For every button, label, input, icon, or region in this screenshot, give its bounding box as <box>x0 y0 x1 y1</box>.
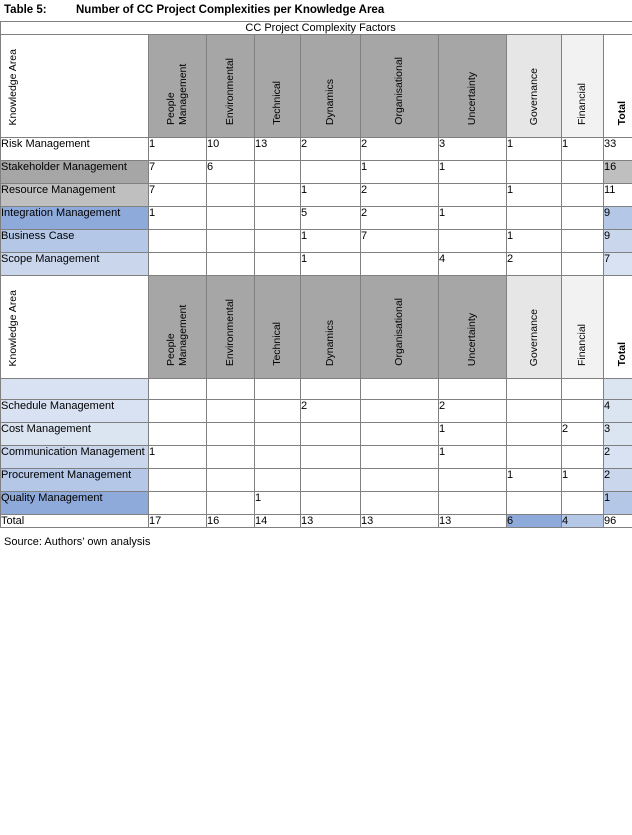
table-caption-text: Number of CC Project Complexities per Knowledge Area <box>76 4 385 16</box>
row-total: 1 <box>604 492 632 515</box>
row-cell: 1 <box>149 446 207 469</box>
row-label <box>1 379 149 400</box>
total-cell: 16 <box>207 515 255 528</box>
total-cell: 14 <box>255 515 301 528</box>
row-cell <box>207 423 255 446</box>
header-organisational: Organisational <box>361 35 439 138</box>
row-cell <box>562 230 604 253</box>
row-cell <box>207 379 255 400</box>
row-cell: 1 <box>507 138 562 161</box>
header-knowledge-area: Knowledge Area <box>1 276 149 379</box>
row-cell <box>255 423 301 446</box>
row-cell <box>255 379 301 400</box>
row-label: Schedule Management <box>1 400 149 423</box>
header-dynamics: Dynamics <box>301 276 361 379</box>
row-cell <box>562 446 604 469</box>
row-cell <box>149 492 207 515</box>
table-title-row <box>1 22 632 35</box>
row-cell: 1 <box>149 138 207 161</box>
row-cell <box>361 492 439 515</box>
row-cell: 1 <box>439 423 507 446</box>
header-governance: Governance <box>507 35 562 138</box>
row-total: 7 <box>604 253 632 276</box>
table-row <box>1 379 632 400</box>
table-caption-number: Table 5: <box>4 4 47 16</box>
row-total: 3 <box>604 423 632 446</box>
table-row <box>1 253 632 276</box>
row-label: Procurement Management <box>1 469 149 492</box>
total-cell: 6 <box>507 515 562 528</box>
row-cell <box>562 379 604 400</box>
row-cell <box>361 446 439 469</box>
row-cell <box>301 423 361 446</box>
row-total: 9 <box>604 230 632 253</box>
total-cell: 4 <box>562 515 604 528</box>
row-cell: 1 <box>301 230 361 253</box>
row-cell <box>507 423 562 446</box>
row-cell <box>255 230 301 253</box>
row-cell <box>255 446 301 469</box>
row-cell: 7 <box>361 230 439 253</box>
header-label: Knowledge Area <box>7 48 19 125</box>
row-cell <box>361 379 439 400</box>
row-label: Resource Management <box>1 184 149 207</box>
row-cell <box>207 400 255 423</box>
row-cell <box>207 492 255 515</box>
row-cell: 13 <box>255 138 301 161</box>
row-cell: 2 <box>361 138 439 161</box>
row-cell: 5 <box>301 207 361 230</box>
row-cell <box>255 161 301 184</box>
header-financial: Financial <box>562 35 604 138</box>
table-row <box>1 469 632 492</box>
row-total: 9 <box>604 207 632 230</box>
header-uncertainty: Uncertainty <box>439 35 507 138</box>
row-cell: 2 <box>562 423 604 446</box>
row-cell <box>507 492 562 515</box>
row-cell <box>361 423 439 446</box>
row-cell <box>562 253 604 276</box>
row-cell <box>149 230 207 253</box>
total-row-label: Total <box>1 515 149 528</box>
row-cell <box>149 423 207 446</box>
row-total: 2 <box>604 469 632 492</box>
table-row <box>1 446 632 469</box>
row-cell <box>439 184 507 207</box>
row-cell <box>439 469 507 492</box>
row-cell: 1 <box>301 253 361 276</box>
table-caption <box>0 0 632 21</box>
row-cell <box>255 469 301 492</box>
row-cell <box>255 207 301 230</box>
header-row-top <box>1 35 632 138</box>
row-cell <box>361 400 439 423</box>
row-cell <box>507 446 562 469</box>
row-label: Business Case <box>1 230 149 253</box>
row-cell: 2 <box>361 184 439 207</box>
row-cell: 7 <box>149 161 207 184</box>
row-cell <box>507 161 562 184</box>
row-cell: 1 <box>507 184 562 207</box>
table-row <box>1 400 632 423</box>
table-row <box>1 492 632 515</box>
row-cell <box>507 207 562 230</box>
header-dynamics: Dynamics <box>301 35 361 138</box>
row-cell: 1 <box>149 207 207 230</box>
row-cell <box>207 253 255 276</box>
table-total-row <box>1 515 632 528</box>
row-cell: 10 <box>207 138 255 161</box>
header-governance: Governance <box>507 276 562 379</box>
row-label: Stakeholder Management <box>1 161 149 184</box>
header-knowledge-area <box>1 35 149 138</box>
header-technical: Technical <box>255 276 301 379</box>
header-environmental: Environmental <box>207 35 255 138</box>
row-label: Scope Management <box>1 253 149 276</box>
complexity-table <box>0 21 632 528</box>
table-row <box>1 230 632 253</box>
row-cell <box>361 469 439 492</box>
table-row <box>1 184 632 207</box>
row-cell: 3 <box>439 138 507 161</box>
row-cell: 1 <box>562 469 604 492</box>
row-cell: 1 <box>562 138 604 161</box>
row-cell <box>301 446 361 469</box>
row-cell <box>562 184 604 207</box>
row-cell <box>507 379 562 400</box>
row-cell <box>301 379 361 400</box>
row-cell <box>207 184 255 207</box>
total-cell: 13 <box>361 515 439 528</box>
row-cell: 2 <box>361 207 439 230</box>
header-financial: Financial <box>562 276 604 379</box>
source-note: Source: Authors’ own analysis <box>4 536 151 548</box>
row-cell <box>562 400 604 423</box>
table-title: CC Project Complexity Factors <box>1 22 632 35</box>
row-cell: 4 <box>439 253 507 276</box>
row-cell: 1 <box>361 161 439 184</box>
table-row <box>1 207 632 230</box>
total-cell: 13 <box>439 515 507 528</box>
header-people-management: People Management <box>149 276 207 379</box>
row-cell <box>439 230 507 253</box>
row-total: 2 <box>604 446 632 469</box>
row-cell: 2 <box>301 138 361 161</box>
total-cell: 17 <box>149 515 207 528</box>
row-cell <box>149 379 207 400</box>
row-cell <box>149 469 207 492</box>
row-total: 4 <box>604 400 632 423</box>
row-cell: 6 <box>207 161 255 184</box>
header-total: Total <box>604 276 632 379</box>
row-cell <box>207 469 255 492</box>
row-cell <box>207 446 255 469</box>
row-cell <box>255 184 301 207</box>
row-cell: 1 <box>439 446 507 469</box>
row-cell <box>149 400 207 423</box>
header-organisational: Organisational <box>361 276 439 379</box>
row-cell: 1 <box>507 469 562 492</box>
grand-total: 96 <box>604 515 632 528</box>
row-cell <box>255 400 301 423</box>
header-total: Total <box>604 35 632 138</box>
row-label: Quality Management <box>1 492 149 515</box>
row-cell <box>301 469 361 492</box>
row-label: Cost Management <box>1 423 149 446</box>
row-cell: 1 <box>439 207 507 230</box>
table-row <box>1 423 632 446</box>
row-cell: 1 <box>255 492 301 515</box>
header-people-management: People Management <box>149 35 207 138</box>
row-cell <box>439 492 507 515</box>
row-label: Communication Management <box>1 446 149 469</box>
row-cell <box>562 207 604 230</box>
header-environmental: Environmental <box>207 276 255 379</box>
row-cell: 1 <box>301 184 361 207</box>
row-cell <box>507 400 562 423</box>
row-cell <box>149 253 207 276</box>
row-cell: 1 <box>507 230 562 253</box>
row-cell <box>562 492 604 515</box>
row-cell <box>207 230 255 253</box>
row-total: 16 <box>604 161 632 184</box>
row-cell <box>301 492 361 515</box>
header-row-repeat <box>1 276 632 379</box>
table-row <box>1 138 632 161</box>
row-label: Integration Management <box>1 207 149 230</box>
total-cell: 13 <box>301 515 361 528</box>
row-total: 11 <box>604 184 632 207</box>
row-cell: 7 <box>149 184 207 207</box>
row-cell: 2 <box>439 400 507 423</box>
row-cell <box>361 253 439 276</box>
row-cell <box>207 207 255 230</box>
row-cell <box>562 161 604 184</box>
row-cell: 1 <box>439 161 507 184</box>
row-cell <box>255 253 301 276</box>
row-total <box>604 379 632 400</box>
row-cell: 2 <box>301 400 361 423</box>
row-cell <box>301 161 361 184</box>
row-label: Risk Management <box>1 138 149 161</box>
header-uncertainty: Uncertainty <box>439 276 507 379</box>
row-cell: 2 <box>507 253 562 276</box>
row-cell <box>439 379 507 400</box>
header-technical: Technical <box>255 35 301 138</box>
table-row <box>1 161 632 184</box>
row-total: 33 <box>604 138 632 161</box>
